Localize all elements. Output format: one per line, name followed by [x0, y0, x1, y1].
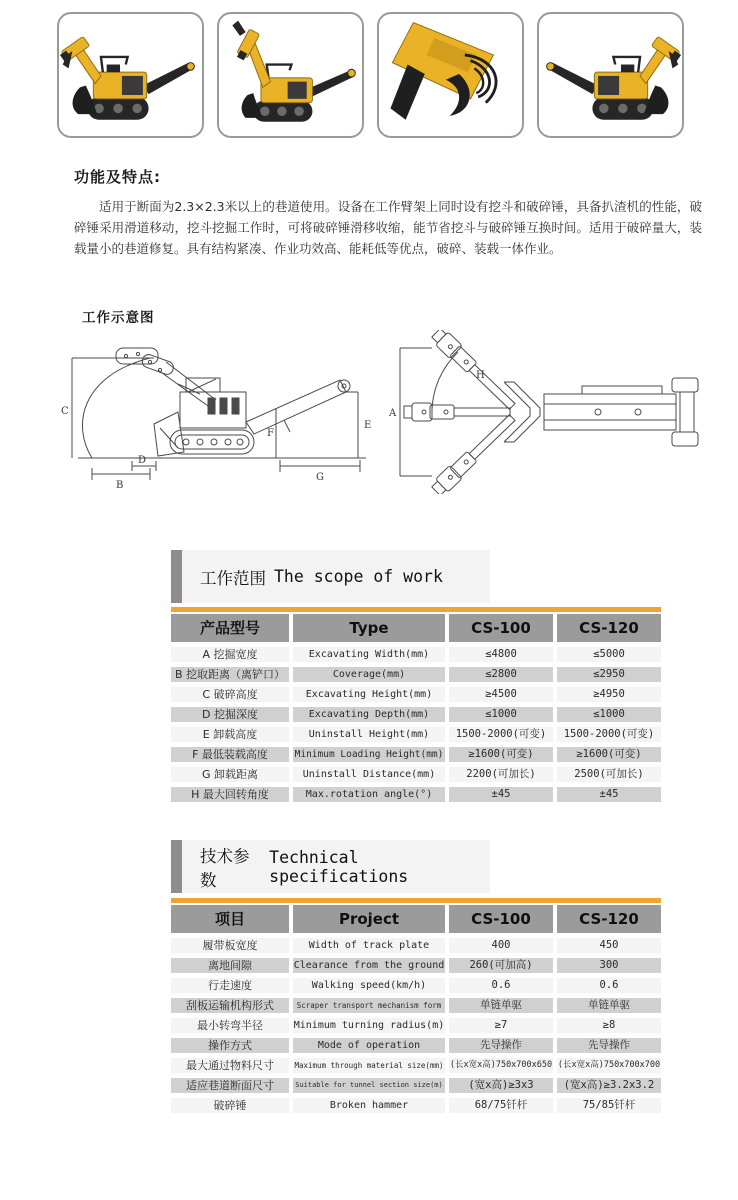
table-cell: ±45	[449, 787, 553, 802]
table-cell: ≤2800	[449, 667, 553, 682]
section-title-box	[182, 550, 490, 603]
table-cell: C 破碎高度	[171, 687, 289, 702]
table-cell: Walking speed(km/h)	[293, 978, 445, 993]
column-header: Project	[293, 905, 445, 933]
table-cell: 400	[449, 938, 553, 953]
section-title-box	[182, 840, 490, 893]
table-cell: 300	[557, 958, 661, 973]
table-cell: H 最大回转角度	[171, 787, 289, 802]
table-cell: 2200(可加长)	[449, 767, 553, 782]
features-heading: 功能及特点:	[74, 168, 161, 186]
table-cell: 68/75钎杆	[449, 1098, 553, 1113]
scope-title-en: The scope of work	[274, 567, 443, 586]
table-cell: (宽x高)≥3x3	[449, 1078, 553, 1093]
table-cell: ≥4950	[557, 687, 661, 702]
table-cell: (长x宽x高)750x700x700	[557, 1058, 661, 1073]
table-cell: ≥1600(可变)	[557, 747, 661, 762]
table-cell: ≤4800	[449, 647, 553, 662]
table-cell: 离地间隙	[171, 958, 289, 973]
table-row	[171, 747, 661, 762]
table-cell: ≥8	[557, 1018, 661, 1033]
table-cell: 1500-2000(可变)	[449, 727, 553, 742]
scope-title-zh: 工作范围	[200, 568, 266, 588]
dim-label-B: B	[116, 480, 124, 491]
column-header: CS-120	[557, 614, 661, 642]
table-cell: 先导操作	[449, 1038, 553, 1053]
table-cell: Suitable for tunnel section size(m)	[293, 1078, 445, 1093]
section-accent-bar	[171, 550, 182, 603]
dim-label-G: G	[316, 472, 324, 483]
table-header-row	[171, 614, 661, 642]
features-paragraph: 适用于断面为2.3×2.3米以上的巷道使用。设备在工作臂架上同时设有挖斗和破碎锤，具备扒渣机的性能，破碎锤采用滑道移动，挖斗挖掘工作时，可将破碎锤滑移收缩，能节省挖斗与破碎锤互换时间。适用于破碎量大，装载量小的巷道修复。具有结构紧凑、作业功效高、能耗低等优点，破碎、装载一体作业。	[74, 199, 702, 256]
column-header: Type	[293, 614, 445, 642]
table-cell: Uninstall Height(mm)	[293, 727, 445, 742]
table-cell: ≥4500	[449, 687, 553, 702]
table-cell: Scraper transport mechanism form	[293, 998, 445, 1013]
working-diagram-heading: 工作示意图	[82, 310, 155, 326]
table-accent-bar	[171, 607, 661, 612]
table-cell: Minimum turning radius(m)	[293, 1020, 445, 1031]
table-cell: 260(可加高)	[449, 958, 553, 973]
table-cell: Coverage(mm)	[293, 667, 445, 682]
product-photo-4	[537, 12, 684, 138]
machine-illustration-side-left	[59, 14, 202, 136]
table-cell: 最小转弯半径	[171, 1018, 289, 1033]
table-cell: 先导操作	[557, 1038, 661, 1053]
table-row	[171, 727, 661, 742]
table-cell: 1500-2000(可变)	[557, 727, 661, 742]
table-row	[171, 767, 661, 782]
table-cell: 2500(可加长)	[557, 767, 661, 782]
table-cell: 单链单驱	[557, 998, 661, 1013]
table-row	[171, 958, 661, 973]
table-cell: Clearance from the ground	[293, 960, 445, 971]
table-cell: G 卸载距离	[171, 767, 289, 782]
table-cell: Minimum Loading Height(mm)	[294, 749, 444, 760]
table-row	[171, 1018, 661, 1033]
machine-illustration-boom-raised	[219, 14, 362, 136]
table-cell: 450	[557, 938, 661, 953]
table-cell: 75/85钎杆	[557, 1098, 661, 1113]
spec-title-zh: 技术参数	[200, 846, 250, 890]
table-cell: ≤1000	[557, 707, 661, 722]
table-cell: ≤5000	[557, 647, 661, 662]
table-cell: 适应巷道断面尺寸	[171, 1078, 289, 1093]
column-header: 产品型号	[171, 614, 289, 642]
table-row	[171, 647, 661, 662]
table-cell: Excavating Depth(mm)	[293, 707, 445, 722]
spec-table	[171, 898, 661, 1113]
table-cell: Uninstall Distance(mm)	[293, 767, 445, 782]
table-cell: Mode of operation	[293, 1038, 445, 1053]
table-row	[171, 998, 661, 1013]
section-accent-bar	[171, 840, 182, 893]
table-row	[171, 1058, 661, 1073]
table-cell: ≥7	[449, 1018, 553, 1033]
dim-label-H: H	[476, 370, 485, 381]
table-cell: Broken hammer	[293, 1098, 445, 1113]
dim-label-F: F	[267, 428, 274, 439]
table-cell: 操作方式	[171, 1038, 289, 1053]
table-row	[171, 687, 661, 702]
table-cell: Excavating Width(mm)	[293, 647, 445, 662]
product-photo-gallery	[57, 12, 687, 138]
table-cell: D 挖掘深度	[171, 707, 289, 722]
table-row	[171, 707, 661, 722]
spec-section-header	[171, 840, 491, 893]
table-row	[171, 1098, 661, 1113]
table-cell: B 挖取距离（离铲口）	[171, 667, 289, 682]
scope-section-header	[171, 550, 491, 603]
table-cell: 0.6	[449, 978, 553, 993]
table-body	[171, 938, 661, 1113]
table-cell: 0.6	[557, 978, 661, 993]
dim-label-E: E	[364, 420, 372, 431]
table-cell: (长x宽x高)750x700x650	[449, 1058, 553, 1073]
table-row	[171, 1038, 661, 1053]
hammer-bucket-closeup-illustration	[379, 14, 522, 136]
product-photo-3	[377, 12, 524, 138]
table-row	[171, 938, 661, 953]
table-cell: 刮板运输机构形式	[171, 998, 289, 1013]
table-cell: F 最低装载高度	[171, 747, 289, 762]
table-row	[171, 667, 661, 682]
table-row	[171, 978, 661, 993]
dim-label-D: D	[138, 455, 147, 466]
product-photo-1	[57, 12, 204, 138]
table-cell: (宽x高)≥3.2x3.2	[557, 1078, 661, 1093]
spec-title-en: Technical specifications	[269, 847, 409, 886]
table-accent-bar	[171, 898, 661, 903]
table-cell: ±45	[557, 787, 661, 802]
table-cell: 最大通过物料尺寸	[171, 1058, 289, 1073]
column-header: 项目	[171, 905, 289, 933]
table-cell: 履带板宽度	[171, 938, 289, 953]
dim-label-C: C	[61, 406, 69, 417]
product-photo-2	[217, 12, 364, 138]
column-header: CS-100	[449, 614, 553, 642]
table-cell: Excavating Height(mm)	[293, 687, 445, 702]
top-view-diagram	[386, 330, 736, 494]
scope-table	[171, 607, 661, 802]
column-header: CS-120	[557, 905, 661, 933]
table-cell: E 卸载高度	[171, 727, 289, 742]
table-cell: ≤1000	[449, 707, 553, 722]
table-cell: ≥1600(可变)	[449, 747, 553, 762]
table-cell: A 挖掘宽度	[171, 647, 289, 662]
table-header-row	[171, 905, 661, 933]
machine-illustration-side-right	[539, 14, 682, 136]
table-row	[171, 1078, 661, 1093]
dim-label-A: A	[389, 408, 397, 419]
table-row	[171, 787, 661, 802]
table-cell: ≤2950	[557, 667, 661, 682]
table-cell: Maximum through material size(mm)	[293, 1058, 445, 1073]
table-cell: 行走速度	[171, 978, 289, 993]
side-view-diagram	[58, 332, 382, 492]
column-header: CS-100	[449, 905, 553, 933]
table-cell: Max.rotation angle(°)	[293, 787, 445, 802]
table-cell: Width of track plate	[293, 938, 445, 953]
table-body	[171, 647, 661, 802]
table-cell: 破碎锤	[171, 1098, 289, 1113]
table-cell: 单链单驱	[449, 998, 553, 1013]
